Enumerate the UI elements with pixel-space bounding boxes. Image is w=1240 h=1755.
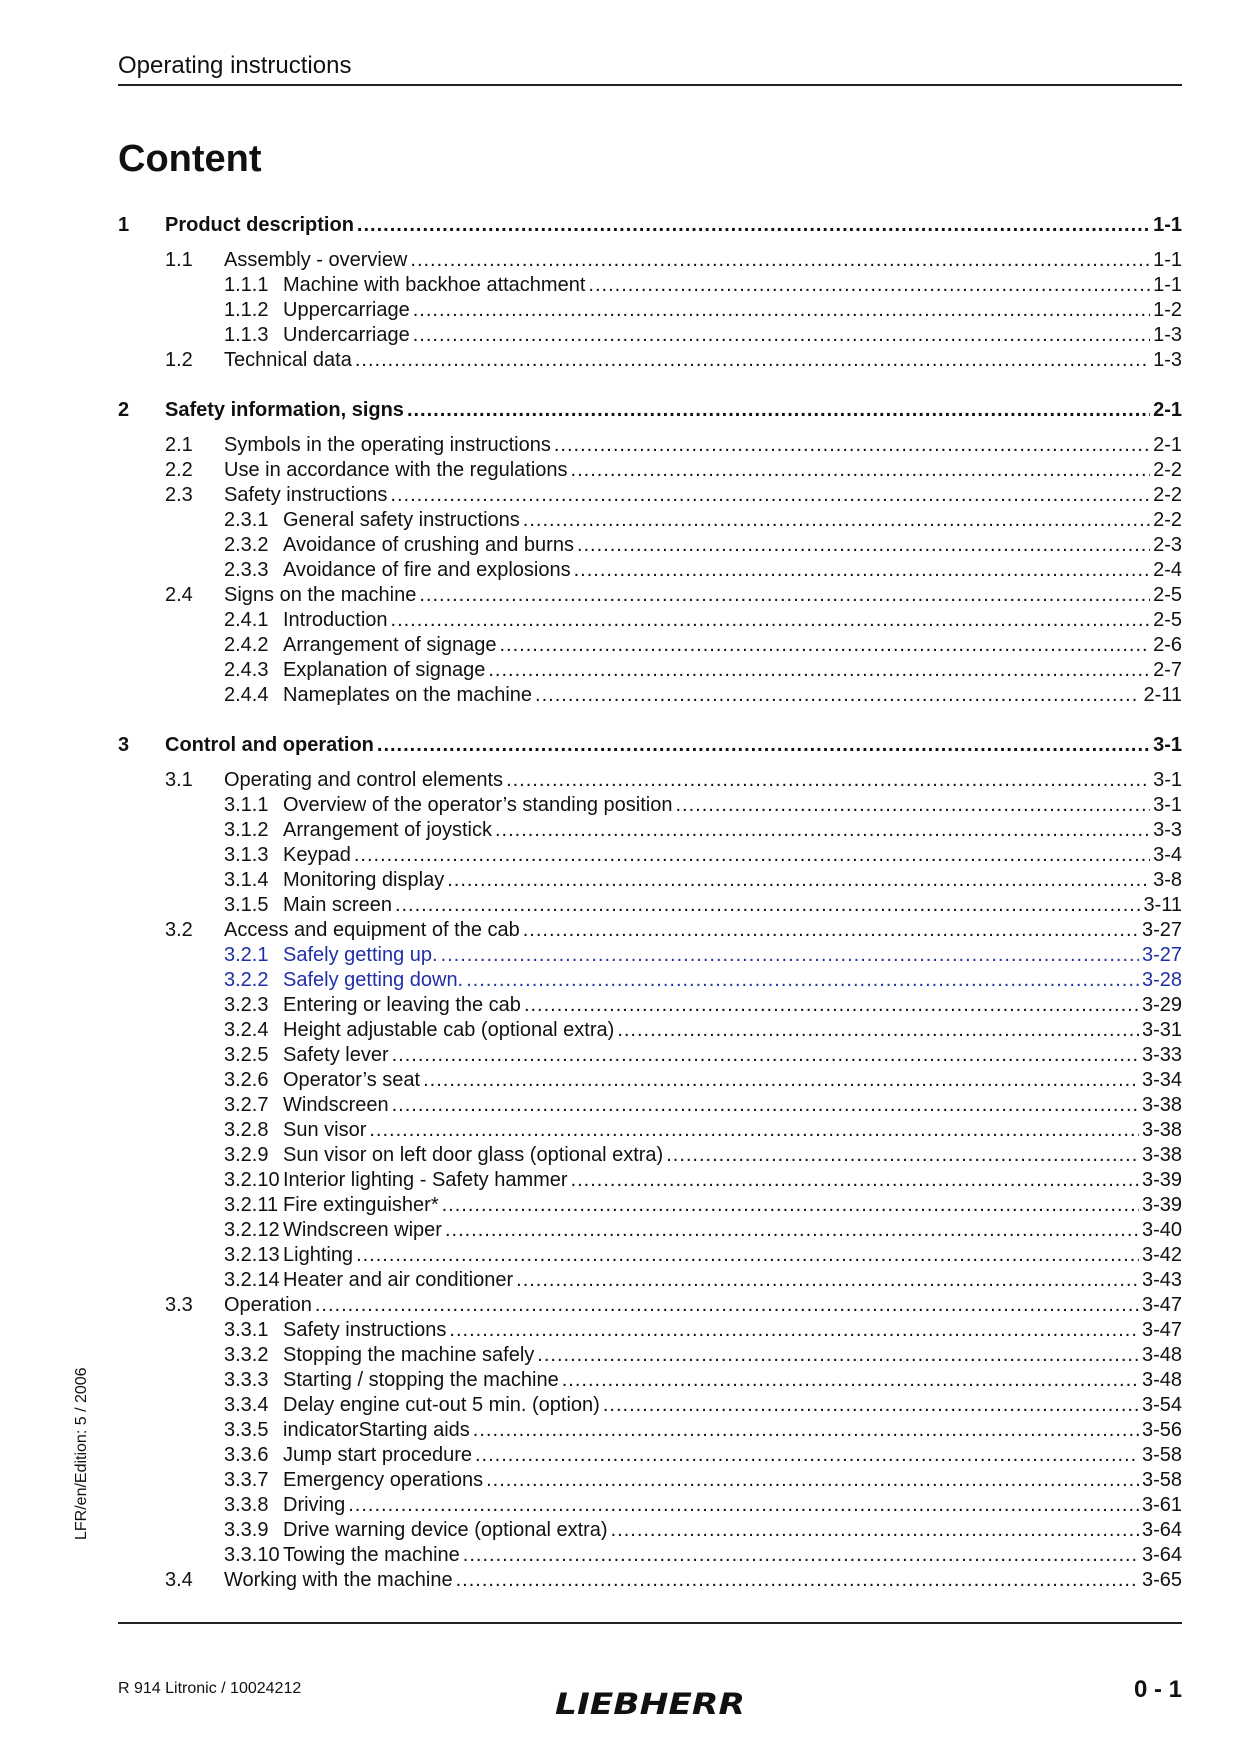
toc-page-ref: 2-1 <box>1153 434 1182 456</box>
dot-leader <box>499 633 1150 658</box>
toc-title: Towing the machine <box>283 1544 460 1566</box>
toc-number: 3 <box>118 734 130 756</box>
toc-chapter <box>118 398 1182 423</box>
dot-leader <box>410 248 1150 273</box>
toc-page-ref: 1-3 <box>1153 324 1182 346</box>
toc-page-ref: 3-58 <box>1141 1444 1182 1466</box>
toc-entry <box>118 1143 1182 1168</box>
toc-title: Windscreen wiper <box>283 1219 442 1241</box>
toc-number: 3.2.13 <box>224 1244 280 1266</box>
toc-title: Control and operation <box>165 734 374 756</box>
toc-number: 2.1 <box>165 434 193 456</box>
toc-number: 2.4.4 <box>224 684 269 706</box>
toc-entry <box>118 1343 1182 1368</box>
toc-page-ref: 2-11 <box>1143 684 1182 706</box>
toc-entry <box>118 1168 1182 1193</box>
toc-page-ref: 3-40 <box>1141 1219 1182 1241</box>
dot-leader <box>603 1393 1139 1418</box>
dot-leader <box>423 1068 1139 1093</box>
toc-number: 1.1.1 <box>224 274 269 296</box>
toc-page-ref: 3-39 <box>1141 1169 1182 1191</box>
dot-leader <box>617 1018 1139 1043</box>
dot-leader <box>571 458 1151 483</box>
toc-entry <box>118 608 1182 633</box>
toc-title: Emergency operations <box>283 1469 484 1491</box>
dot-leader <box>475 1443 1139 1468</box>
toc-entry <box>118 1318 1182 1343</box>
toc-entry <box>118 1443 1182 1468</box>
toc-page-ref: 3-47 <box>1141 1294 1182 1316</box>
toc-entry <box>118 1468 1182 1493</box>
toc-title: Starting / stopping the machine <box>283 1369 559 1391</box>
toc-number: 2.4.3 <box>224 659 269 681</box>
toc-entry <box>118 658 1182 683</box>
toc-entry <box>118 583 1182 608</box>
dot-leader <box>486 1468 1139 1493</box>
toc-number: 2.3.2 <box>224 534 269 556</box>
toc-entry <box>118 768 1182 793</box>
toc-number: 3.3.5 <box>224 1419 269 1441</box>
toc-page-ref: 3-48 <box>1141 1369 1182 1391</box>
toc-number: 1.2 <box>165 349 193 371</box>
toc-page-ref: 3-64 <box>1141 1519 1182 1541</box>
toc-title: Keypad <box>283 844 351 866</box>
dot-leader <box>356 1243 1139 1268</box>
toc-number: 3.2.9 <box>224 1144 269 1166</box>
toc-title: Avoidance of fire and explosions <box>283 559 571 581</box>
toc-number: 3.4 <box>165 1569 193 1591</box>
toc-page-ref: 1-1 <box>1153 214 1182 236</box>
toc-number: 2.3 <box>165 484 193 506</box>
toc-entry <box>118 633 1182 658</box>
toc-title: Safety information, signs <box>165 399 404 421</box>
toc-number: 2.4 <box>165 584 193 606</box>
toc-entry <box>118 433 1182 458</box>
dot-leader <box>495 818 1150 843</box>
toc-title: Product description <box>165 214 354 236</box>
toc-number: 3.3.8 <box>224 1494 269 1516</box>
toc-title: Arrangement of joystick <box>283 819 492 841</box>
toc-entry <box>118 1293 1182 1318</box>
toc-page-ref: 2-7 <box>1153 659 1182 681</box>
toc-entry <box>118 273 1182 298</box>
toc-entry <box>118 1193 1182 1218</box>
dot-leader <box>413 298 1150 323</box>
toc-page-ref: 3-4 <box>1153 844 1182 866</box>
toc-entry <box>118 1418 1182 1443</box>
toc-page-ref: 3-56 <box>1141 1419 1182 1441</box>
toc-page-ref: 1-1 <box>1153 249 1182 271</box>
dot-leader <box>315 1293 1139 1318</box>
toc-entry <box>118 818 1182 843</box>
toc-entry <box>118 868 1182 893</box>
toc-entry <box>118 533 1182 558</box>
toc-page-ref: 3-27 <box>1141 919 1182 941</box>
toc-title: Use in accordance with the regulations <box>224 459 568 481</box>
toc-entry <box>118 1043 1182 1068</box>
toc-entry[interactable] <box>118 968 1182 993</box>
toc-number: 3.1.1 <box>224 794 269 816</box>
toc-title: Sun visor <box>283 1119 367 1141</box>
toc-number: 3.2.12 <box>224 1219 280 1241</box>
toc-page-ref: 3-64 <box>1141 1544 1182 1566</box>
toc-number: 3.3.6 <box>224 1444 269 1466</box>
toc-number: 3.2 <box>165 919 193 941</box>
dot-leader <box>348 1493 1139 1518</box>
toc-page-ref: 3-42 <box>1141 1244 1182 1266</box>
toc-page-ref: 3-43 <box>1141 1269 1182 1291</box>
dot-leader <box>391 608 1151 633</box>
toc-number: 3.1 <box>165 769 193 791</box>
dot-leader <box>456 1568 1139 1593</box>
toc-page-ref: 1-2 <box>1153 299 1182 321</box>
dot-leader <box>523 508 1150 533</box>
toc-title: Main screen <box>283 894 392 916</box>
dot-leader <box>413 323 1150 348</box>
toc-number: 3.1.2 <box>224 819 269 841</box>
toc-number: 3.2.10 <box>224 1169 280 1191</box>
toc-entry <box>118 893 1182 918</box>
toc-page-ref: 3-48 <box>1141 1344 1182 1366</box>
dot-leader <box>466 968 1139 993</box>
svg-text:LIEBHERR: LIEBHERR <box>555 1689 745 1717</box>
toc-number: 2.4.2 <box>224 634 269 656</box>
toc-number: 2.4.1 <box>224 609 269 631</box>
toc-title: Introduction <box>283 609 388 631</box>
dot-leader <box>441 943 1139 968</box>
toc-title: Fire extinguisher* <box>283 1194 439 1216</box>
toc-title: Height adjustable cab (optional extra) <box>283 1019 615 1041</box>
toc-entry <box>118 1368 1182 1393</box>
toc-number: 2.3.3 <box>224 559 269 581</box>
toc-number: 2.2 <box>165 459 193 481</box>
dot-leader <box>588 273 1150 298</box>
toc-title: General safety instructions <box>283 509 520 531</box>
toc-entry <box>118 348 1182 373</box>
toc-entry <box>118 248 1182 273</box>
dot-leader <box>506 768 1150 793</box>
toc-number: 3.2.1 <box>224 944 269 966</box>
toc-title: Interior lighting - Safety hammer <box>283 1169 568 1191</box>
toc-title: Operation <box>224 1294 312 1316</box>
dot-leader <box>392 1043 1139 1068</box>
toc-entry <box>118 1218 1182 1243</box>
toc-title: Heater and air conditioner <box>283 1269 514 1291</box>
toc-title[interactable]: Safely getting up. <box>283 944 438 966</box>
toc-page-ref: 3-31 <box>1141 1019 1182 1041</box>
toc-title: Operator’s seat <box>283 1069 421 1091</box>
toc-number: 3.3.10 <box>224 1544 280 1566</box>
dot-leader <box>488 658 1150 683</box>
toc-page-ref[interactable]: 3-27 <box>1141 944 1182 966</box>
toc-chapter <box>118 733 1182 758</box>
toc-page-ref: 3-54 <box>1141 1394 1182 1416</box>
toc-page-ref: 2-1 <box>1153 399 1182 421</box>
dot-leader <box>355 348 1150 373</box>
toc-entry <box>118 1268 1182 1293</box>
toc-title: indicatorStarting aids <box>283 1419 470 1441</box>
toc-page-ref: 3-11 <box>1143 894 1182 916</box>
toc-page-ref: 2-6 <box>1153 634 1182 656</box>
toc-page-ref: 3-34 <box>1141 1069 1182 1091</box>
toc-number: 1.1.3 <box>224 324 269 346</box>
toc-page-ref: 3-39 <box>1141 1194 1182 1216</box>
toc-chapter <box>118 213 1182 238</box>
toc-title: Safety lever <box>283 1044 389 1066</box>
dot-leader <box>445 1218 1139 1243</box>
toc-title: Symbols in the operating instructions <box>224 434 551 456</box>
toc-entry <box>118 508 1182 533</box>
toc-entry <box>118 558 1182 583</box>
toc-entry[interactable] <box>118 943 1182 968</box>
toc-title: Uppercarriage <box>283 299 410 321</box>
toc-number: 3.3.7 <box>224 1469 269 1491</box>
toc-number: 3.1.5 <box>224 894 269 916</box>
dot-leader <box>554 433 1150 458</box>
toc-entry <box>118 1093 1182 1118</box>
toc-page-ref[interactable]: 3-28 <box>1141 969 1182 991</box>
toc-title: Overview of the operator’s standing position <box>283 794 673 816</box>
toc-page-ref: 3-58 <box>1141 1469 1182 1491</box>
toc-number: 3.1.3 <box>224 844 269 866</box>
toc-entry <box>118 993 1182 1018</box>
running-header: Operating instructions <box>118 52 1182 86</box>
toc-entry <box>118 1068 1182 1093</box>
toc-page-ref: 3-1 <box>1153 769 1182 791</box>
dot-leader <box>523 918 1139 943</box>
liebherr-logo <box>553 1689 748 1717</box>
toc-title: Entering or leaving the cab <box>283 994 521 1016</box>
table-of-contents <box>118 213 1182 1593</box>
dot-leader <box>562 1368 1139 1393</box>
toc-page-ref: 2-3 <box>1153 534 1182 556</box>
toc-page-ref: 2-5 <box>1153 609 1182 631</box>
dot-leader <box>577 533 1150 558</box>
toc-number: 1.1 <box>165 249 193 271</box>
dot-leader <box>442 1193 1139 1218</box>
dot-leader <box>407 398 1150 423</box>
toc-number: 3.3.2 <box>224 1344 269 1366</box>
toc-entry <box>118 1018 1182 1043</box>
toc-number: 3.3.3 <box>224 1369 269 1391</box>
document-id: R 914 Litronic / 10024212 <box>118 1680 302 1697</box>
dot-leader <box>354 843 1150 868</box>
toc-entry <box>118 1118 1182 1143</box>
dot-leader <box>369 1118 1139 1143</box>
toc-entry <box>118 683 1182 708</box>
dot-leader <box>574 558 1150 583</box>
dot-leader <box>390 483 1150 508</box>
dot-leader <box>516 1268 1139 1293</box>
dot-leader <box>535 683 1140 708</box>
toc-number: 3.3.1 <box>224 1319 269 1341</box>
toc-title: Sun visor on left door glass (optional extra) <box>283 1144 664 1166</box>
toc-title: Avoidance of crushing and burns <box>283 534 574 556</box>
toc-number: 3.2.7 <box>224 1094 269 1116</box>
toc-page-ref: 3-29 <box>1141 994 1182 1016</box>
toc-title: Driving <box>283 1494 346 1516</box>
toc-title: Working with the machine <box>224 1569 453 1591</box>
toc-page-ref: 3-65 <box>1141 1569 1182 1591</box>
dot-leader <box>377 733 1150 758</box>
toc-page-ref: 1-1 <box>1153 274 1182 296</box>
toc-number: 3.3.9 <box>224 1519 269 1541</box>
toc-title: Arrangement of signage <box>283 634 497 656</box>
toc-entry <box>118 483 1182 508</box>
toc-page-ref: 3-1 <box>1153 734 1182 756</box>
toc-title: Access and equipment of the cab <box>224 919 520 941</box>
dot-leader <box>611 1518 1139 1543</box>
toc-entry <box>118 1543 1182 1568</box>
toc-number: 2.3.1 <box>224 509 269 531</box>
toc-page-ref: 1-3 <box>1153 349 1182 371</box>
toc-page-ref: 3-33 <box>1141 1044 1182 1066</box>
toc-number: 1.1.2 <box>224 299 269 321</box>
toc-entry <box>118 1243 1182 1268</box>
toc-entry <box>118 793 1182 818</box>
toc-entry <box>118 458 1182 483</box>
toc-number: 3.2.5 <box>224 1044 269 1066</box>
toc-number: 3.2.8 <box>224 1119 269 1141</box>
toc-page-ref: 3-61 <box>1141 1494 1182 1516</box>
toc-number: 3.2.2 <box>224 969 269 991</box>
dot-leader <box>537 1343 1139 1368</box>
toc-entry <box>118 1518 1182 1543</box>
dot-leader <box>473 1418 1139 1443</box>
toc-title: Windscreen <box>283 1094 389 1116</box>
toc-page-ref: 3-38 <box>1141 1119 1182 1141</box>
dot-leader <box>463 1543 1139 1568</box>
toc-title: Technical data <box>224 349 352 371</box>
toc-title: Machine with backhoe attachment <box>283 274 586 296</box>
toc-entry <box>118 1393 1182 1418</box>
toc-title: Explanation of signage <box>283 659 486 681</box>
toc-page-ref: 3-3 <box>1153 819 1182 841</box>
toc-entry <box>118 323 1182 348</box>
dot-leader <box>447 868 1150 893</box>
toc-title: Assembly - overview <box>224 249 408 271</box>
toc-page-ref: 3-38 <box>1141 1094 1182 1116</box>
toc-page-ref: 2-4 <box>1153 559 1182 581</box>
toc-number: 3.2.14 <box>224 1269 280 1291</box>
toc-page-ref: 2-2 <box>1153 484 1182 506</box>
footer-rule <box>118 1622 1182 1624</box>
toc-title: Undercarriage <box>283 324 410 346</box>
toc-title: Lighting <box>283 1244 354 1266</box>
toc-entry <box>118 1568 1182 1593</box>
toc-page-ref: 3-8 <box>1153 869 1182 891</box>
toc-entry <box>118 1493 1182 1518</box>
toc-number: 3.2.4 <box>224 1019 269 1041</box>
toc-number: 3.2.3 <box>224 994 269 1016</box>
dot-leader <box>675 793 1150 818</box>
toc-title: Drive warning device (optional extra) <box>283 1519 608 1541</box>
dot-leader <box>392 1093 1139 1118</box>
toc-title: Safety instructions <box>283 1319 447 1341</box>
toc-entry <box>118 298 1182 323</box>
toc-number: 3.2.6 <box>224 1069 269 1091</box>
page-title: Content <box>118 138 262 180</box>
toc-entry <box>118 843 1182 868</box>
toc-title: Safety instructions <box>224 484 388 506</box>
toc-page-ref: 2-5 <box>1153 584 1182 606</box>
toc-page-ref: 3-47 <box>1141 1319 1182 1341</box>
toc-number: 2 <box>118 399 130 421</box>
toc-page-ref: 2-2 <box>1153 509 1182 531</box>
toc-page-ref: 2-2 <box>1153 459 1182 481</box>
dot-leader <box>571 1168 1139 1193</box>
toc-title: Operating and control elements <box>224 769 504 791</box>
dot-leader <box>449 1318 1139 1343</box>
toc-title: Signs on the machine <box>224 584 417 606</box>
toc-number: 3.3.4 <box>224 1394 269 1416</box>
dot-leader <box>524 993 1139 1018</box>
toc-title: Delay engine cut-out 5 min. (option) <box>283 1394 600 1416</box>
toc-number: 3.3 <box>165 1294 193 1316</box>
toc-number: 1 <box>118 214 130 236</box>
toc-title: Jump start procedure <box>283 1444 472 1466</box>
toc-number: 3.2.11 <box>224 1194 279 1216</box>
toc-entry <box>118 918 1182 943</box>
toc-title[interactable]: Safely getting down. <box>283 969 464 991</box>
toc-title: Stopping the machine safely <box>283 1344 535 1366</box>
toc-number: 3.1.4 <box>224 869 269 891</box>
toc-page-ref: 3-38 <box>1141 1144 1182 1166</box>
toc-page-ref: 3-1 <box>1153 794 1182 816</box>
toc-title: Nameplates on the machine <box>283 684 533 706</box>
page-number: 0 - 1 <box>1133 1676 1182 1703</box>
dot-leader <box>357 213 1150 238</box>
dot-leader <box>666 1143 1139 1168</box>
edition-note: LFR/en/Edition: 5 / 2006 <box>73 1367 90 1540</box>
dot-leader <box>419 583 1150 608</box>
dot-leader <box>395 893 1141 918</box>
toc-title: Monitoring display <box>283 869 445 891</box>
